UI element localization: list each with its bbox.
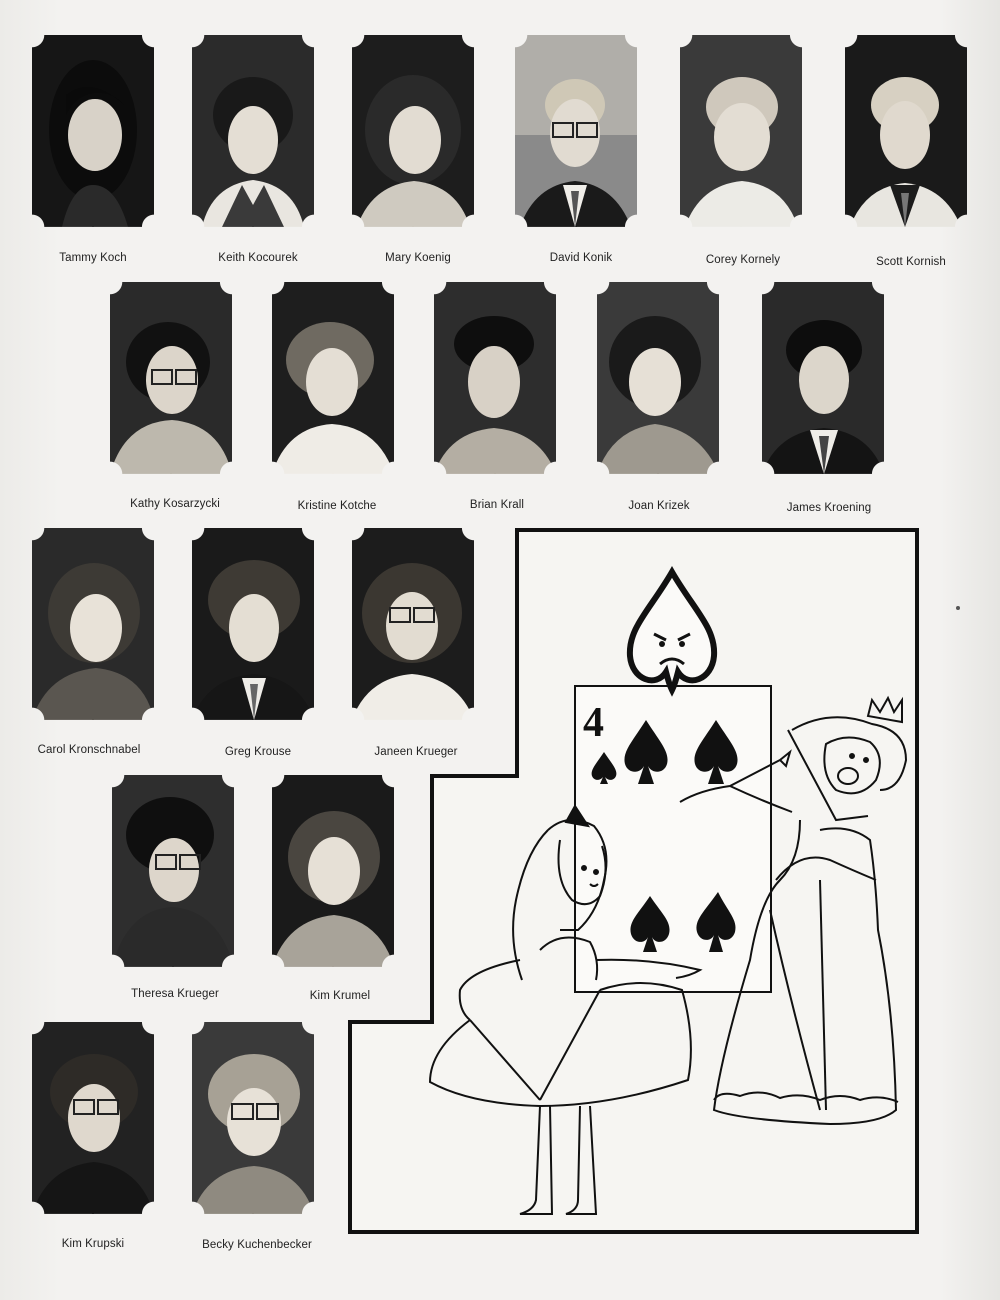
student-name: James Kroening <box>786 502 872 514</box>
student-name: Brian Krall <box>469 499 525 511</box>
page-speck <box>956 606 960 610</box>
student-name: David Konik <box>549 252 613 264</box>
student-name: Joan Krizek <box>628 500 690 512</box>
student-name: Kristine Kotche <box>297 500 377 512</box>
student-name: Kim Krumel <box>309 990 371 1002</box>
student-name: Kathy Kosarzycki <box>130 498 220 510</box>
student-name: Keith Kocourek <box>218 252 298 264</box>
student-name: Tammy Koch <box>59 252 127 264</box>
student-name: Janeen Krueger <box>374 746 458 758</box>
student-name: Scott Kornish <box>876 256 946 268</box>
student-name: Mary Koenig <box>385 252 451 264</box>
student-name: Kim Krupski <box>61 1238 125 1250</box>
student-name: Carol Kronschnabel <box>37 744 141 756</box>
playing-card <box>575 686 771 992</box>
student-name: Greg Krouse <box>224 746 292 758</box>
card-rank: 4 <box>583 700 604 746</box>
student-name: Becky Kuchenbecker <box>202 1239 312 1251</box>
student-name: Theresa Krueger <box>131 988 219 1000</box>
student-name: Corey Kornely <box>705 254 781 266</box>
